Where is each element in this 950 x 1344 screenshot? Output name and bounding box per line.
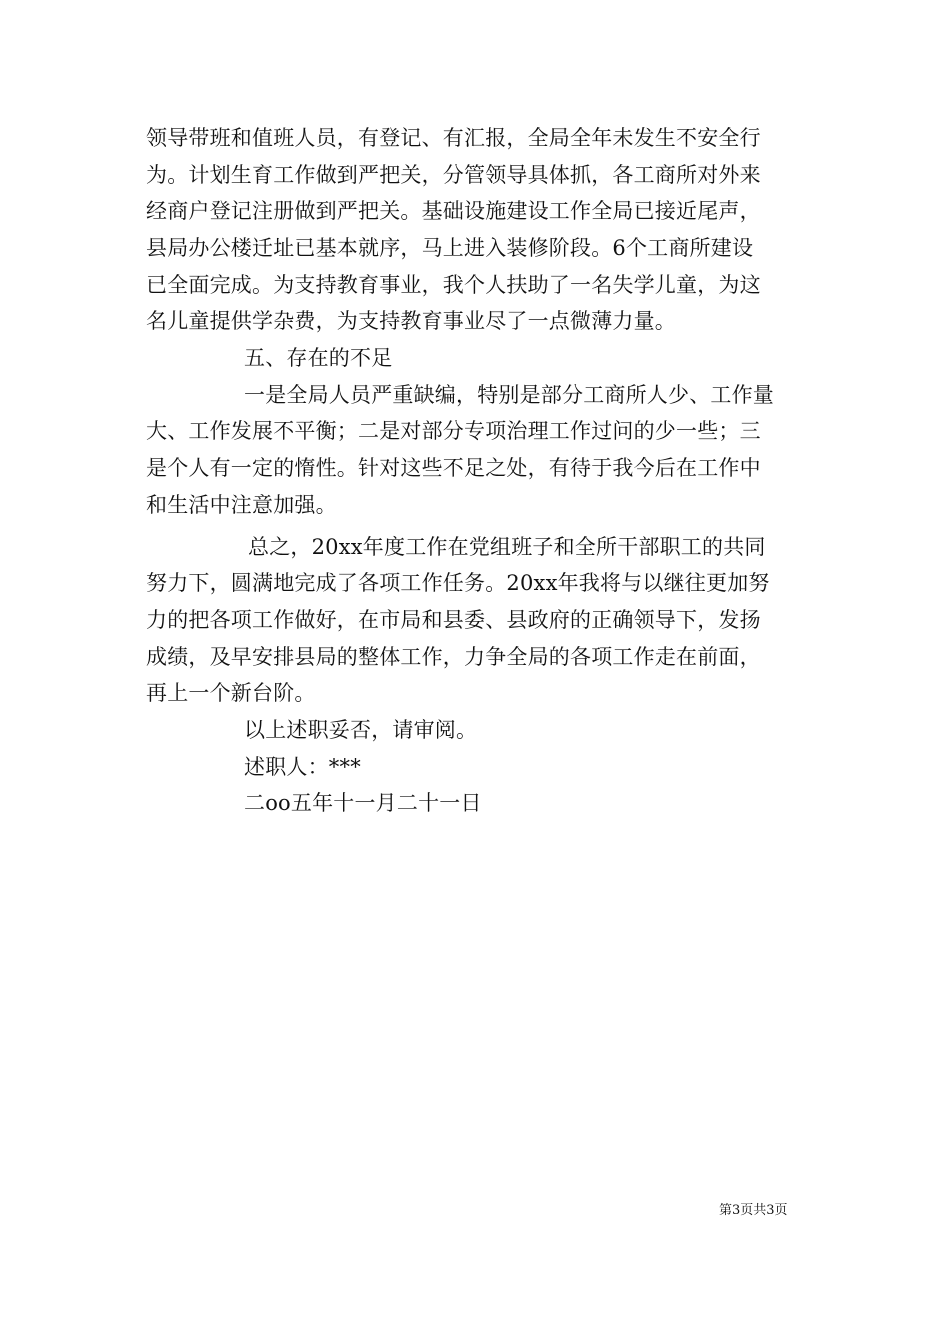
- body-line: 成绩，及早安排县局的整体工作，力争全局的各项工作走在前面，: [146, 645, 761, 669]
- body-line: 努力下，圆满地完成了各项工作任务。20xx年我将与以继往更加努: [146, 571, 770, 595]
- body-line: 为。计划生育工作做到严把关，分管领导具体抓，各工商所对外来: [146, 163, 761, 187]
- closing-line: 以上述职妥否，请审阅。: [244, 718, 478, 742]
- body-line: 大、工作发展不平衡；二是对部分专项治理工作过问的少一些；三: [146, 419, 761, 443]
- body-line: 力的把各项工作做好，在市局和县委、县政府的正确领导下，发扬: [146, 608, 761, 632]
- section-heading: 五、存在的不足: [244, 346, 393, 370]
- body-line: 经商户登记注册做到严把关。基础设施建设工作全局已接近尾声，: [146, 199, 761, 223]
- signature-line: 述职人：***: [244, 755, 361, 779]
- body-line: 领导带班和值班人员，有登记、有汇报，全局全年未发生不安全行: [146, 126, 761, 150]
- date-line: 二oo五年十一月二十一日: [244, 791, 482, 815]
- body-line: 已全面完成。为支持教育事业，我个人扶助了一名失学儿童，为这: [146, 273, 761, 297]
- body-line: 再上一个新台阶。: [146, 681, 316, 705]
- body-line: 县局办公楼迁址已基本就序，马上进入装修阶段。6个工商所建设: [146, 236, 754, 260]
- page-number-footer: 第3页共3页: [719, 1203, 788, 1218]
- body-line: 和生活中注意加强。: [146, 493, 337, 517]
- body-line: 名儿童提供学杂费，为支持教育事业尽了一点微薄力量。: [146, 309, 676, 333]
- body-line: 是个人有一定的惰性。针对这些不足之处，有待于我今后在工作中: [146, 456, 761, 480]
- body-line: 一是全局人员严重缺编，特别是部分工商所人少、工作量: [244, 383, 774, 407]
- body-line: 总之，20xx年度工作在党组班子和全所干部职工的共同: [248, 535, 766, 559]
